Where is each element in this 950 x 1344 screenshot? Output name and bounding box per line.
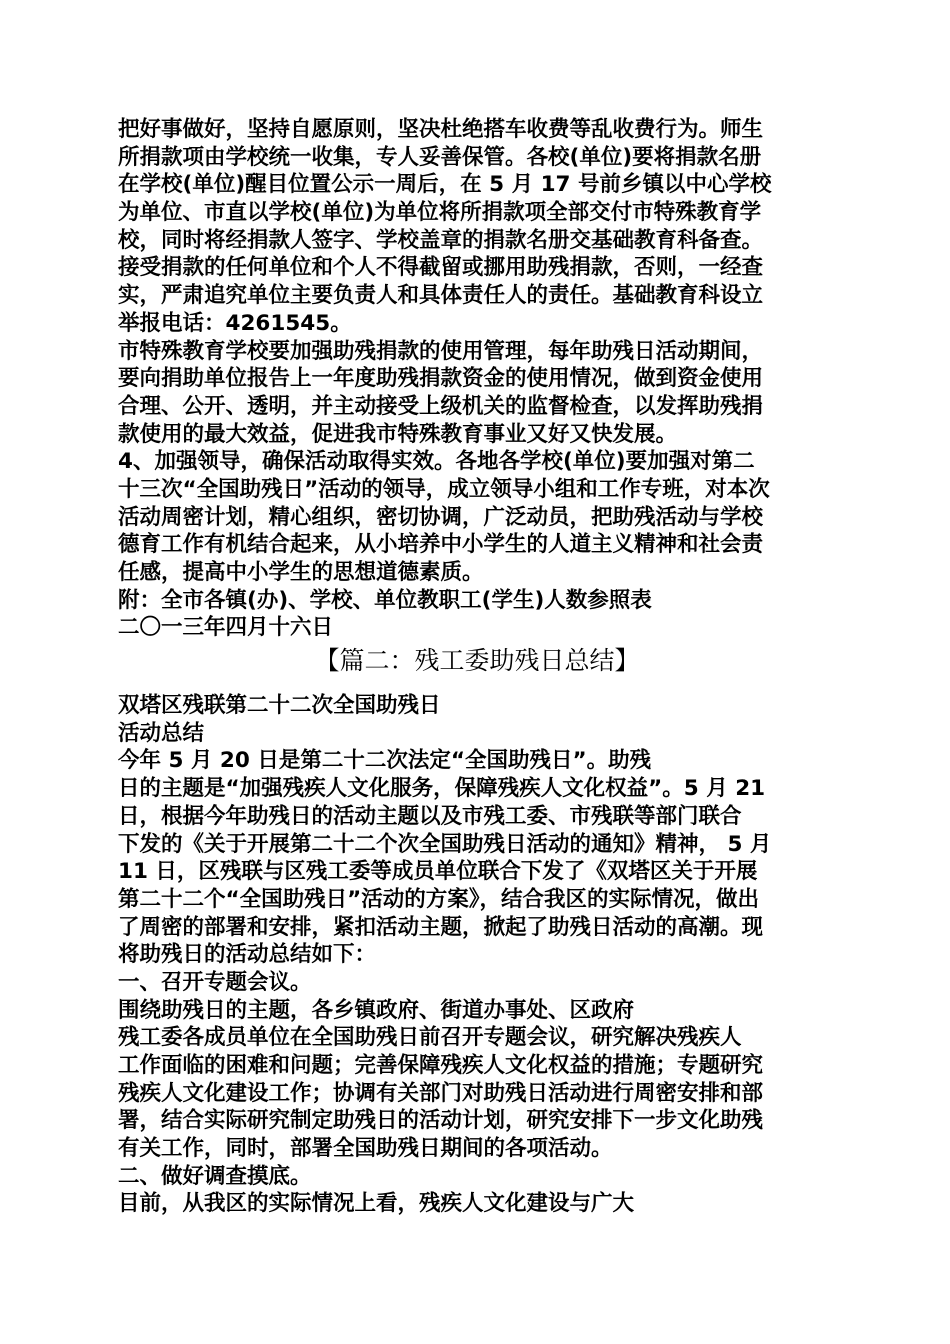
text-line: 校，同时将经捐款人签字、学校盖章的捐款名册交基础教育科备查。 bbox=[118, 227, 764, 253]
text-line: 在学校(单位)醒目位置公示一周后，在 5 月 17 号前乡镇以中心学校 bbox=[118, 172, 772, 198]
text-line: 为单位、市直以学校(单位)为单位将所捐款项全部交付市特殊教育学 bbox=[118, 200, 762, 226]
text-line: 将助残日的活动总结如下： bbox=[118, 942, 377, 968]
text-line: 下发的《关于开展第二十二个次全国助残日活动的通知》精神， 5 月 bbox=[118, 831, 772, 857]
text-line: 目前，从我区的实际情况上看，残疾人文化建设与广大 bbox=[118, 1191, 635, 1217]
subheading-line: 一、召开专题会议。 bbox=[118, 969, 312, 995]
text-line: 残工委各成员单位在全国助残日前召开专题会议，研究解决残疾人 bbox=[118, 1025, 742, 1051]
text-line: 任感，提高中小学生的思想道德素质。 bbox=[118, 560, 484, 585]
text-line: 残疾人文化建设工作；协调有关部门对助残日活动进行周密安排和部 bbox=[118, 1080, 764, 1106]
text-line: 举报电话：4261545。 bbox=[118, 310, 352, 336]
text-line: 日的主题是“加强残疾人文化服务，保障残疾人文化权益”。5 月 21 bbox=[118, 776, 766, 802]
document-page bbox=[118, 116, 836, 1218]
text-line: 署，结合实际研究制定助残日的活动计划，研究安排下一步文化助残 bbox=[118, 1108, 764, 1134]
spacer bbox=[118, 678, 836, 692]
date-line: 二〇一三年四月十六日 bbox=[118, 615, 334, 641]
report-title-line: 活动总结 bbox=[118, 720, 205, 746]
text-line: 日，根据今年助残日的活动主题以及市残工委、市残联等部门联合 bbox=[118, 803, 742, 829]
text-line: 德育工作有机结合起来，从小培养中小学生的人道主义精神和社会责 bbox=[118, 532, 764, 558]
text-line: 市特殊教育学校要加强助残捐款的使用管理，每年助残日活动期间， bbox=[118, 338, 764, 364]
subheading-line: 二、做好调查摸底。 bbox=[118, 1163, 312, 1189]
text-line: 实，严肃追究单位主要负责人和具体责任人的责任。基础教育科设立 bbox=[118, 283, 764, 309]
report-title-line: 双塔区残联第二十二次全国助残日 bbox=[118, 693, 441, 719]
text-line: 围绕助残日的主题，各乡镇政府、街道办事处、区政府 bbox=[118, 997, 635, 1023]
text-line: 所捐款项由学校统一收集，专人妥善保管。各校(单位)要将捐款名册 bbox=[118, 144, 762, 170]
text-line: 要向捐助单位报告上一年度助残捐款资金的使用情况，做到资金使用 bbox=[118, 366, 764, 392]
text-line: 第二十二个“全国助残日”活动的方案》，结合我区的实际情况，做出 bbox=[118, 886, 760, 912]
section-heading: 【篇二：残工委助残日总结】 bbox=[314, 646, 640, 676]
attachment-line: 附：全市各镇(办)、学校、单位教职工(学生)人数参照表 bbox=[118, 587, 652, 613]
text-line: 11 日，区残联与区残工委等成员单位联合下发了《双塔区关于开展 bbox=[118, 859, 758, 885]
text-line: 有关工作，同时，部署全国助残日期间的各项活动。 bbox=[118, 1136, 613, 1162]
text-line: 今年 5 月 20 日是第二十二次法定“全国助残日”。助残 bbox=[118, 748, 652, 774]
text-line: 十三次“全国助残日”活动的领导，成立领导小组和工作专班，对本次 bbox=[118, 476, 770, 502]
text-line: 4、加强领导，确保活动取得实效。各地各学校(单位)要加强对第二 bbox=[118, 449, 755, 475]
body-section-1 bbox=[118, 116, 836, 642]
body-section-2 bbox=[118, 692, 836, 1218]
text-line: 把好事做好，坚持自愿原则，坚决杜绝搭车收费等乱收费行为。师生 bbox=[118, 117, 764, 142]
text-line: 接受捐款的任何单位和个人不得截留或挪用助残捐款，否则，一经查 bbox=[118, 255, 764, 281]
text-line: 合理、公开、透明，并主动接受上级机关的监督检查，以发挥助残捐 bbox=[118, 393, 764, 419]
text-line: 工作面临的困难和问题；完善保障残疾人文化权益的措施；专题研究 bbox=[118, 1053, 764, 1078]
text-line: 活动周密计划，精心组织，密切协调，广泛动员，把助残活动与学校 bbox=[118, 504, 764, 530]
text-line: 款使用的最大效益，促进我市特殊教育事业又好又快发展。 bbox=[118, 421, 678, 447]
text-line: 了周密的部署和安排，紧扣活动主题，掀起了助残日活动的高潮。现 bbox=[118, 914, 764, 940]
